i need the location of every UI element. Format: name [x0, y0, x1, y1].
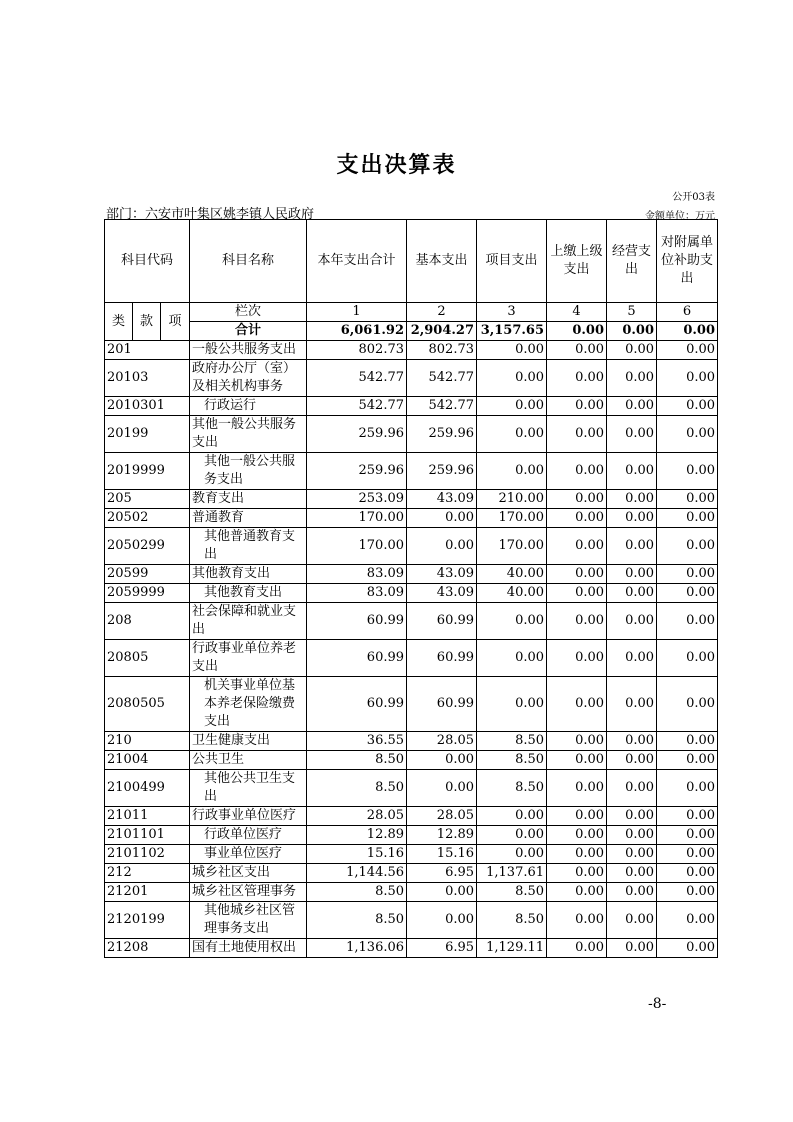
- row-business: 0.00: [607, 677, 657, 732]
- row-name: 公共卫生: [190, 751, 307, 770]
- row-total: 83.09: [307, 565, 407, 584]
- total-subsidy: 0.00: [657, 322, 718, 341]
- row-basic: 0.00: [407, 528, 477, 565]
- row-project: 0.00: [477, 677, 547, 732]
- row-project: 40.00: [477, 584, 547, 603]
- row-subsidy: 0.00: [657, 864, 718, 883]
- header-lei: 类: [105, 303, 133, 341]
- row-name: 城乡社区管理事务: [190, 883, 307, 902]
- row-upper: 0.00: [547, 509, 607, 528]
- col-number-5: 5: [607, 303, 657, 322]
- row-basic: 43.09: [407, 490, 477, 509]
- col-number-6: 6: [657, 303, 718, 322]
- row-upper: 0.00: [547, 565, 607, 584]
- row-basic: 0.00: [407, 509, 477, 528]
- row-business: 0.00: [607, 939, 657, 958]
- row-total: 170.00: [307, 528, 407, 565]
- row-basic: 0.00: [407, 770, 477, 807]
- row-total: 170.00: [307, 509, 407, 528]
- row-code: 21201: [105, 883, 190, 902]
- row-basic: 0.00: [407, 883, 477, 902]
- table-row: [105, 341, 718, 360]
- row-total: 83.09: [307, 584, 407, 603]
- table-row: [105, 360, 718, 397]
- row-subsidy: 0.00: [657, 826, 718, 845]
- amount-unit: 金额单位：万元: [645, 211, 715, 222]
- row-total: 1,136.06: [307, 939, 407, 958]
- row-upper: 0.00: [547, 640, 607, 677]
- row-name: 普通教育: [190, 509, 307, 528]
- header-upper: 上缴上级支出: [547, 220, 607, 303]
- row-basic: 6.95: [407, 864, 477, 883]
- row-name: 其他教育支出: [190, 584, 307, 603]
- row-basic: 259.96: [407, 453, 477, 490]
- row-code: 2120199: [105, 902, 190, 939]
- row-total: 28.05: [307, 807, 407, 826]
- row-total: 60.99: [307, 603, 407, 640]
- row-business: 0.00: [607, 770, 657, 807]
- row-name: 教育支出: [190, 490, 307, 509]
- row-code: 2101101: [105, 826, 190, 845]
- row-code: 20103: [105, 360, 190, 397]
- row-basic: 259.96: [407, 416, 477, 453]
- row-code: 2050299: [105, 528, 190, 565]
- row-basic: 542.77: [407, 397, 477, 416]
- header-project: 项目支出: [477, 220, 547, 303]
- row-total: 8.50: [307, 883, 407, 902]
- row-name: 机关事业单位基本养老保险缴费支出: [190, 677, 307, 732]
- table-row: [105, 640, 718, 677]
- table-row: [105, 902, 718, 939]
- expenditure-table: [104, 219, 718, 958]
- row-basic: 60.99: [407, 677, 477, 732]
- row-upper: 0.00: [547, 883, 607, 902]
- row-business: 0.00: [607, 640, 657, 677]
- row-code: 2100499: [105, 770, 190, 807]
- row-project: 0.00: [477, 416, 547, 453]
- row-project: 0.00: [477, 826, 547, 845]
- row-basic: 0.00: [407, 751, 477, 770]
- table-row: [105, 453, 718, 490]
- row-project: 170.00: [477, 528, 547, 565]
- table-row: [105, 677, 718, 732]
- row-name: 其他一般公共服务支出: [190, 453, 307, 490]
- row-code: 20199: [105, 416, 190, 453]
- row-upper: 0.00: [547, 528, 607, 565]
- row-total: 259.96: [307, 416, 407, 453]
- row-upper: 0.00: [547, 902, 607, 939]
- row-basic: 0.00: [407, 902, 477, 939]
- row-name: 事业单位医疗: [190, 845, 307, 864]
- row-business: 0.00: [607, 864, 657, 883]
- row-name: 其他教育支出: [190, 565, 307, 584]
- table-row: [105, 603, 718, 640]
- header-xiang: 项: [161, 303, 190, 341]
- row-project: 0.00: [477, 397, 547, 416]
- row-basic: 12.89: [407, 826, 477, 845]
- row-business: 0.00: [607, 341, 657, 360]
- row-upper: 0.00: [547, 397, 607, 416]
- row-business: 0.00: [607, 902, 657, 939]
- row-project: 0.00: [477, 453, 547, 490]
- row-name: 城乡社区支出: [190, 864, 307, 883]
- row-project: 170.00: [477, 509, 547, 528]
- row-basic: 60.99: [407, 640, 477, 677]
- row-name: 一般公共服务支出: [190, 341, 307, 360]
- row-name: 行政事业单位医疗: [190, 807, 307, 826]
- row-business: 0.00: [607, 751, 657, 770]
- row-project: 8.50: [477, 902, 547, 939]
- table-row: [105, 826, 718, 845]
- row-total: 259.96: [307, 453, 407, 490]
- total-basic: 2,904.27: [407, 322, 477, 341]
- row-total: 542.77: [307, 397, 407, 416]
- row-code: 20502: [105, 509, 190, 528]
- table-row: [105, 732, 718, 751]
- row-subsidy: 0.00: [657, 453, 718, 490]
- row-code: 2080505: [105, 677, 190, 732]
- row-basic: 28.05: [407, 807, 477, 826]
- row-project: 210.00: [477, 490, 547, 509]
- page-title: 支出决算表: [336, 152, 457, 178]
- row-total: 60.99: [307, 640, 407, 677]
- row-subsidy: 0.00: [657, 902, 718, 939]
- header-kuan: 款: [133, 303, 161, 341]
- row-name: 行政运行: [190, 397, 307, 416]
- header-business: 经营支出: [607, 220, 657, 303]
- row-business: 0.00: [607, 584, 657, 603]
- header-subsidy: 对附属单位补助支出: [657, 220, 718, 303]
- row-project: 0.00: [477, 360, 547, 397]
- table-row: [105, 807, 718, 826]
- row-total: 8.50: [307, 770, 407, 807]
- row-subsidy: 0.00: [657, 751, 718, 770]
- row-name: 国有土地使用权出: [190, 939, 307, 958]
- page-number: -8-: [648, 996, 667, 1012]
- row-total: 8.50: [307, 751, 407, 770]
- row-business: 0.00: [607, 528, 657, 565]
- row-name: 其他公共卫生支出: [190, 770, 307, 807]
- row-project: 0.00: [477, 603, 547, 640]
- row-upper: 0.00: [547, 341, 607, 360]
- row-basic: 802.73: [407, 341, 477, 360]
- row-total: 60.99: [307, 677, 407, 732]
- row-project: 0.00: [477, 807, 547, 826]
- row-upper: 0.00: [547, 732, 607, 751]
- row-upper: 0.00: [547, 677, 607, 732]
- row-basic: 15.16: [407, 845, 477, 864]
- table-row: [105, 770, 718, 807]
- row-subsidy: 0.00: [657, 490, 718, 509]
- row-name: 社会保障和就业支出: [190, 603, 307, 640]
- table-row: [105, 864, 718, 883]
- row-total: 12.89: [307, 826, 407, 845]
- row-business: 0.00: [607, 845, 657, 864]
- row-code: 2010301: [105, 397, 190, 416]
- header-name: 科目名称: [190, 220, 307, 303]
- header-lanci: 栏次: [190, 303, 307, 322]
- col-number-1: 1: [307, 303, 407, 322]
- row-project: 8.50: [477, 751, 547, 770]
- total-row: [105, 322, 718, 341]
- row-name: 其他一般公共服务支出: [190, 416, 307, 453]
- row-business: 0.00: [607, 397, 657, 416]
- row-upper: 0.00: [547, 751, 607, 770]
- col-number-3: 3: [477, 303, 547, 322]
- table-row: [105, 509, 718, 528]
- total-label: 合计: [190, 322, 307, 341]
- row-code: 212: [105, 864, 190, 883]
- row-subsidy: 0.00: [657, 883, 718, 902]
- row-upper: 0.00: [547, 490, 607, 509]
- total-project: 3,157.65: [477, 322, 547, 341]
- row-upper: 0.00: [547, 360, 607, 397]
- row-project: 0.00: [477, 341, 547, 360]
- row-upper: 0.00: [547, 584, 607, 603]
- row-total: 8.50: [307, 902, 407, 939]
- row-subsidy: 0.00: [657, 939, 718, 958]
- table-row: [105, 883, 718, 902]
- row-project: 8.50: [477, 732, 547, 751]
- row-business: 0.00: [607, 416, 657, 453]
- row-business: 0.00: [607, 603, 657, 640]
- row-upper: 0.00: [547, 807, 607, 826]
- table-row: [105, 845, 718, 864]
- row-upper: 0.00: [547, 826, 607, 845]
- row-subsidy: 0.00: [657, 360, 718, 397]
- header-basic: 基本支出: [407, 220, 477, 303]
- row-basic: 6.95: [407, 939, 477, 958]
- table-row: [105, 565, 718, 584]
- row-project: 0.00: [477, 640, 547, 677]
- row-code: 208: [105, 603, 190, 640]
- col-number-4: 4: [547, 303, 607, 322]
- row-business: 0.00: [607, 565, 657, 584]
- row-name: 其他普通教育支出: [190, 528, 307, 565]
- row-upper: 0.00: [547, 770, 607, 807]
- row-subsidy: 0.00: [657, 845, 718, 864]
- row-project: 8.50: [477, 770, 547, 807]
- row-subsidy: 0.00: [657, 509, 718, 528]
- row-upper: 0.00: [547, 845, 607, 864]
- row-basic: 542.77: [407, 360, 477, 397]
- row-code: 21011: [105, 807, 190, 826]
- row-total: 15.16: [307, 845, 407, 864]
- row-upper: 0.00: [547, 453, 607, 490]
- row-total: 1,144.56: [307, 864, 407, 883]
- row-business: 0.00: [607, 883, 657, 902]
- row-subsidy: 0.00: [657, 565, 718, 584]
- row-name: 行政事业单位养老支出: [190, 640, 307, 677]
- row-upper: 0.00: [547, 864, 607, 883]
- row-basic: 28.05: [407, 732, 477, 751]
- total-upper: 0.00: [547, 322, 607, 341]
- total-total: 6,061.92: [307, 322, 407, 341]
- row-name: 行政单位医疗: [190, 826, 307, 845]
- row-business: 0.00: [607, 360, 657, 397]
- row-code: 2101102: [105, 845, 190, 864]
- row-project: 1,137.61: [477, 864, 547, 883]
- row-name: 卫生健康支出: [190, 732, 307, 751]
- form-number: 公开03表: [672, 192, 715, 203]
- row-subsidy: 0.00: [657, 677, 718, 732]
- row-upper: 0.00: [547, 603, 607, 640]
- table-row: [105, 528, 718, 565]
- row-subsidy: 0.00: [657, 584, 718, 603]
- row-code: 2059999: [105, 584, 190, 603]
- header-code: 科目代码: [105, 220, 190, 303]
- row-upper: 0.00: [547, 939, 607, 958]
- row-project: 8.50: [477, 883, 547, 902]
- row-code: 2019999: [105, 453, 190, 490]
- header-row: [105, 220, 718, 303]
- total-business: 0.00: [607, 322, 657, 341]
- row-business: 0.00: [607, 509, 657, 528]
- row-code: 210: [105, 732, 190, 751]
- row-code: 20599: [105, 565, 190, 584]
- row-subsidy: 0.00: [657, 807, 718, 826]
- row-business: 0.00: [607, 453, 657, 490]
- row-total: 253.09: [307, 490, 407, 509]
- row-name: 政府办公厅（室）及相关机构事务: [190, 360, 307, 397]
- col-number-2: 2: [407, 303, 477, 322]
- row-total: 36.55: [307, 732, 407, 751]
- row-business: 0.00: [607, 490, 657, 509]
- row-business: 0.00: [607, 807, 657, 826]
- table-row: [105, 939, 718, 958]
- table-row: [105, 751, 718, 770]
- row-name: 其他城乡社区管理事务支出: [190, 902, 307, 939]
- row-code: 20805: [105, 640, 190, 677]
- column-number-row: [105, 303, 718, 322]
- row-total: 542.77: [307, 360, 407, 397]
- row-code: 21208: [105, 939, 190, 958]
- header-total: 本年支出合计: [307, 220, 407, 303]
- row-subsidy: 0.00: [657, 770, 718, 807]
- row-subsidy: 0.00: [657, 603, 718, 640]
- row-subsidy: 0.00: [657, 528, 718, 565]
- table-row: [105, 416, 718, 453]
- row-basic: 60.99: [407, 603, 477, 640]
- table-row: [105, 397, 718, 416]
- department-label: 部门：六安市叶集区姚李镇人民政府: [106, 207, 315, 222]
- row-subsidy: 0.00: [657, 397, 718, 416]
- row-code: 201: [105, 341, 190, 360]
- row-project: 0.00: [477, 845, 547, 864]
- row-project: 1,129.11: [477, 939, 547, 958]
- row-business: 0.00: [607, 732, 657, 751]
- row-subsidy: 0.00: [657, 341, 718, 360]
- row-code: 21004: [105, 751, 190, 770]
- row-total: 802.73: [307, 341, 407, 360]
- row-upper: 0.00: [547, 416, 607, 453]
- row-code: 205: [105, 490, 190, 509]
- row-subsidy: 0.00: [657, 732, 718, 751]
- row-basic: 43.09: [407, 565, 477, 584]
- row-subsidy: 0.00: [657, 640, 718, 677]
- row-project: 40.00: [477, 565, 547, 584]
- row-subsidy: 0.00: [657, 416, 718, 453]
- table-row: [105, 490, 718, 509]
- row-basic: 43.09: [407, 584, 477, 603]
- table-row: [105, 584, 718, 603]
- row-business: 0.00: [607, 826, 657, 845]
